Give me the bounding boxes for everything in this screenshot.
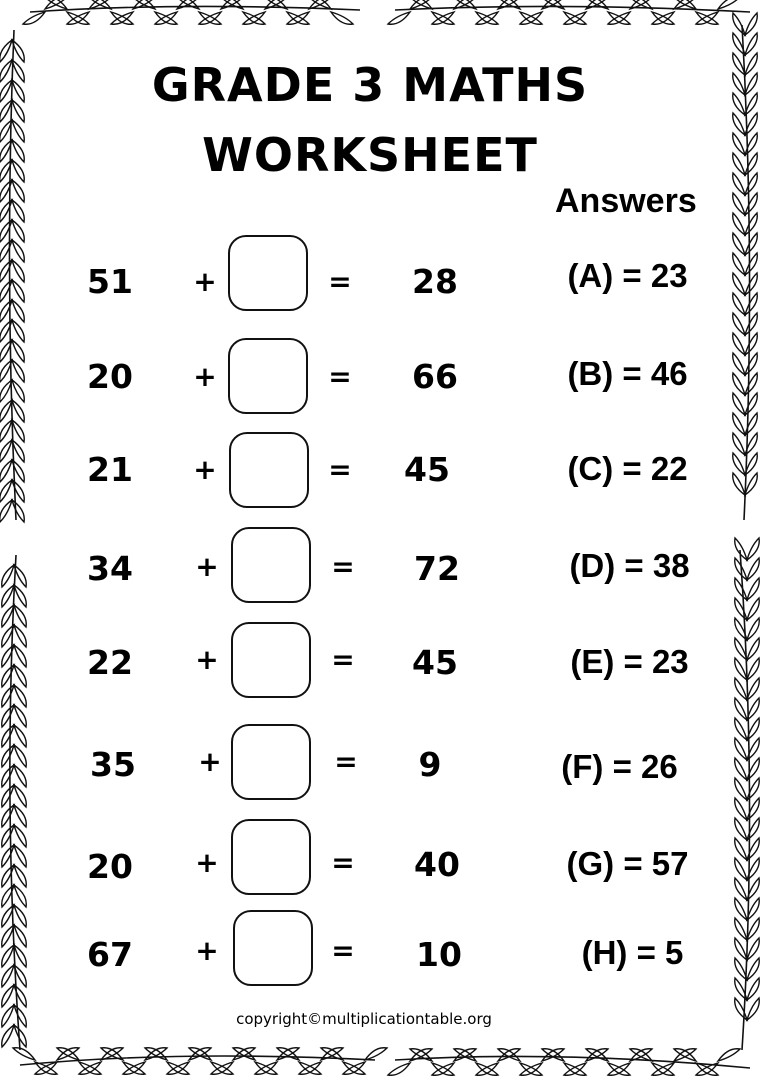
answer-key: (F) = 26 bbox=[561, 748, 678, 785]
answer-box[interactable] bbox=[231, 527, 311, 603]
copyright-notice: copyright©multiplicationtable.org bbox=[236, 1010, 492, 1028]
worksheet-title-line1: GRADE 3 MATHS bbox=[151, 58, 589, 112]
addend: 20 bbox=[87, 847, 133, 886]
plus-sign: + bbox=[193, 360, 217, 393]
addend: 67 bbox=[87, 935, 133, 974]
sum: 72 bbox=[414, 549, 460, 588]
answer-key: (B) = 46 bbox=[567, 355, 688, 392]
plus-sign: + bbox=[195, 934, 219, 967]
problem-row bbox=[0, 245, 768, 325]
plus-sign: + bbox=[198, 745, 222, 778]
sum: 66 bbox=[412, 357, 458, 396]
problem-row bbox=[0, 340, 768, 420]
plus-sign: + bbox=[195, 643, 219, 676]
answer-box[interactable] bbox=[228, 235, 308, 311]
equals-sign: = bbox=[331, 643, 355, 676]
problem-row bbox=[0, 530, 768, 610]
addend: 34 bbox=[87, 549, 133, 588]
answer-key: (H) = 5 bbox=[581, 934, 684, 971]
answer-box[interactable] bbox=[231, 819, 311, 895]
addend: 22 bbox=[87, 643, 133, 682]
sum: 45 bbox=[412, 643, 458, 682]
answer-key: (D) = 38 bbox=[569, 547, 690, 584]
sum: 28 bbox=[412, 262, 458, 301]
addend: 21 bbox=[87, 450, 133, 489]
equals-sign: = bbox=[328, 360, 352, 393]
problem-row bbox=[0, 820, 768, 900]
addend: 35 bbox=[90, 745, 136, 784]
equals-sign: = bbox=[334, 745, 358, 778]
problem-row bbox=[0, 435, 768, 515]
plus-sign: + bbox=[193, 453, 217, 486]
equals-sign: = bbox=[331, 934, 355, 967]
plus-sign: + bbox=[193, 265, 217, 298]
sum: 45 bbox=[404, 450, 450, 489]
equals-sign: = bbox=[328, 453, 352, 486]
sum: 40 bbox=[414, 845, 460, 884]
answer-key: (G) = 57 bbox=[566, 845, 689, 882]
problem-row bbox=[0, 625, 768, 705]
plus-sign: + bbox=[195, 846, 219, 879]
addend: 20 bbox=[87, 357, 133, 396]
worksheet-title-line2: WORKSHEET bbox=[202, 128, 538, 182]
plus-sign: + bbox=[195, 550, 219, 583]
equals-sign: = bbox=[328, 265, 352, 298]
answer-box[interactable] bbox=[229, 432, 309, 508]
equals-sign: = bbox=[331, 846, 355, 879]
problem-row bbox=[0, 725, 768, 805]
problem-row bbox=[0, 912, 768, 992]
answers-header: Answers bbox=[555, 182, 697, 220]
sum: 9 bbox=[418, 745, 442, 784]
answer-key: (A) = 23 bbox=[567, 257, 688, 294]
answer-box[interactable] bbox=[233, 910, 313, 986]
answer-box[interactable] bbox=[231, 622, 311, 698]
addend: 51 bbox=[87, 262, 133, 301]
answer-box[interactable] bbox=[228, 338, 308, 414]
answer-box[interactable] bbox=[231, 724, 311, 800]
equals-sign: = bbox=[331, 550, 355, 583]
answer-key: (E) = 23 bbox=[570, 643, 689, 680]
sum: 10 bbox=[416, 935, 462, 974]
answer-key: (C) = 22 bbox=[567, 450, 688, 487]
